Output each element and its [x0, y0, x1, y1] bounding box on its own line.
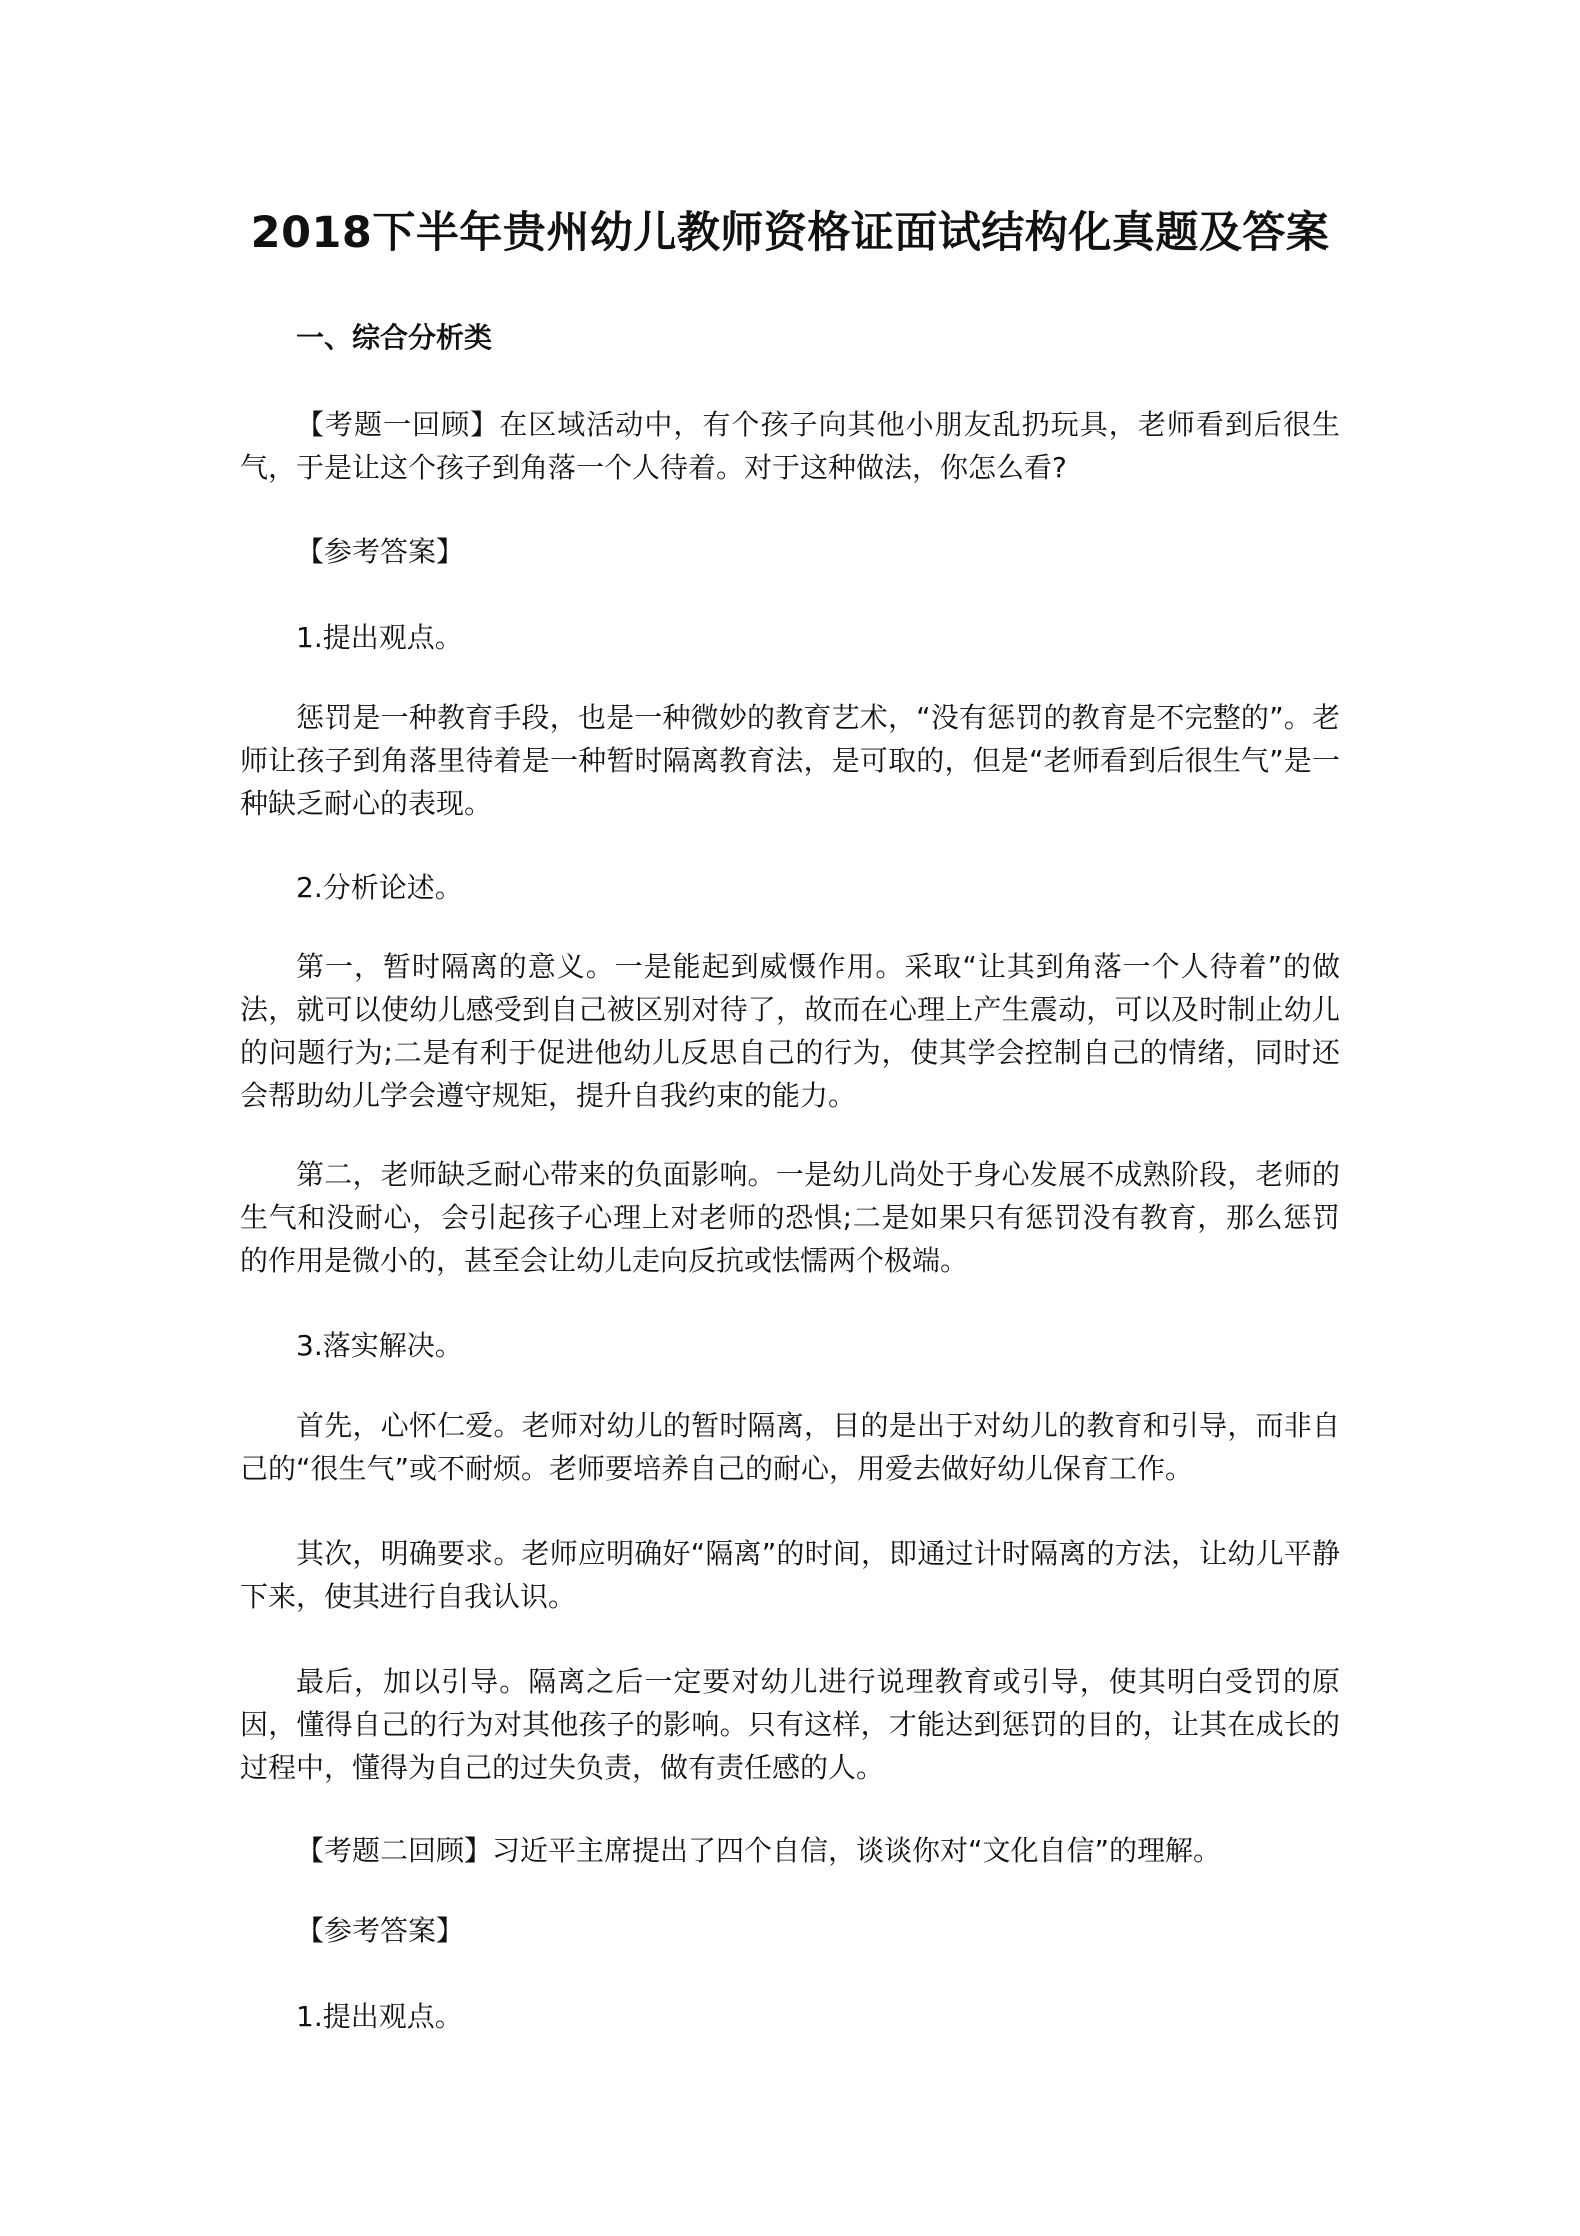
- point-one-heading: 1.提出观点。: [296, 621, 463, 654]
- question-one-paragraph: 【考题一回顾】在区域活动中，有个孩子向其他小朋友乱扔玩具，老师看到后很生气，于是让这个孩子到角落一个人待着。对于这种做法，你怎么看?: [240, 408, 1340, 484]
- question-two-paragraph: 【考题二回顾】习近平主席提出了四个自信，谈谈你对“文化自信”的理解。: [296, 1834, 1222, 1867]
- answer-paragraph: 惩罚是一种教育手段，也是一种微妙的教育艺术，“没有惩罚的教育是不完整的”。老师让孩子到角落里待着是一种暂时隔离教育法，是可取的，但是“老师看到后很生气”是一种缺乏耐心的表现。: [240, 701, 1340, 820]
- section-heading: 一、综合分析类: [296, 321, 493, 354]
- reference-answer-label: 【参考答案】: [296, 1914, 465, 1947]
- document-title: 2018下半年贵州幼儿教师资格证面试结构化真题及答案: [250, 208, 1330, 258]
- reference-answer-label: 【参考答案】: [296, 535, 465, 568]
- point-three-heading: 3.落实解决。: [296, 1329, 463, 1362]
- answer-paragraph: 其次，明确要求。老师应明确好“隔离”的时间，即通过计时隔离的方法，让幼儿平静下来，使其进行自我认识。: [240, 1537, 1340, 1613]
- answer-paragraph: 第二，老师缺乏耐心带来的负面影响。一是幼儿尚处于身心发展不成熟阶段，老师的生气和没耐心，会引起孩子心理上对老师的恐惧;二是如果只有惩罚没有教育，那么惩罚的作用是微小的，甚至会让幼儿走向反抗或怯懦两个极端。: [240, 1158, 1340, 1277]
- point-one-heading: 1.提出观点。: [296, 2000, 463, 2033]
- point-two-heading: 2.分析论述。: [296, 871, 463, 904]
- answer-paragraph: 首先，心怀仁爱。老师对幼儿的暂时隔离，目的是出于对幼儿的教育和引导，而非自己的“很生气”或不耐烦。老师要培养自己的耐心，用爱去做好幼儿保育工作。: [240, 1409, 1340, 1485]
- answer-paragraph: 第一，暂时隔离的意义。一是能起到威慑作用。采取“让其到角落一个人待着”的做法，就可以使幼儿感受到自己被区别对待了，故而在心理上产生震动，可以及时制止幼儿的问题行为;二是有利于促进他幼儿反思自己的行为，使其学会控制自己的情绪，同时还会帮助幼儿学会遵守规矩，提升自我约束的能力。: [240, 950, 1340, 1112]
- answer-paragraph: 最后，加以引导。隔离之后一定要对幼儿进行说理教育或引导，使其明白受罚的原因，懂得自己的行为对其他孩子的影响。只有这样，才能达到惩罚的目的，让其在成长的过程中，懂得为自己的过失负责，做有责任感的人。: [240, 1665, 1340, 1784]
